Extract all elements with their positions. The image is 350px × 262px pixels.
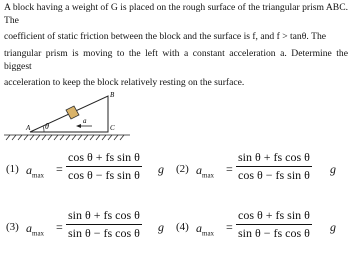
vertex-c-label: C bbox=[110, 124, 115, 132]
option-2-fraction bbox=[236, 150, 312, 183]
option-4-number: (4) bbox=[176, 221, 189, 233]
option-2-denominator: cos θ − fs sin θ bbox=[238, 168, 310, 182]
ground-hatch bbox=[4, 135, 130, 140]
option-4[interactable] bbox=[176, 208, 348, 248]
equals-sign: = bbox=[56, 162, 63, 176]
option-4-lhs: $a_{max}$ bbox=[196, 221, 215, 238]
option-4-fraction bbox=[236, 208, 312, 241]
option-1-number: (1) bbox=[6, 163, 19, 175]
option-3-number: (3) bbox=[6, 221, 19, 233]
problem-line-4: acceleration to keep the block relatively resting on the surface. bbox=[4, 77, 245, 89]
accel-label: a bbox=[83, 117, 87, 125]
problem-line-3: triangular prism is moving to the left with a constant acceleration a. Determine the biggest bbox=[4, 47, 348, 72]
option-2-lhs: $a_{max}$ bbox=[196, 163, 215, 180]
option-3[interactable] bbox=[6, 208, 176, 248]
equals-sign: = bbox=[226, 162, 233, 176]
option-1-g: g bbox=[158, 162, 164, 176]
vertex-a-label: A bbox=[26, 124, 31, 132]
option-2-number: (2) bbox=[176, 163, 189, 175]
prism-figure bbox=[0, 86, 150, 146]
option-3-denominator: sin θ − fs cos θ bbox=[68, 226, 140, 240]
option-3-g: g bbox=[158, 220, 164, 234]
option-3-numerator: sin θ + fs cos θ bbox=[68, 208, 140, 222]
vertex-b-label: B bbox=[110, 91, 115, 99]
option-4-g: g bbox=[330, 220, 336, 234]
option-3-fraction bbox=[66, 208, 142, 241]
option-1-fraction bbox=[66, 150, 142, 183]
problem-line-2: coefficient of static friction between the block and the surface is f, and f > tanθ. The bbox=[4, 31, 327, 43]
option-1-lhs: $a_{max}$ bbox=[26, 163, 45, 180]
option-2-g: g bbox=[330, 162, 336, 176]
option-2-numerator: sin θ + fs cos θ bbox=[238, 150, 310, 164]
equals-sign: = bbox=[226, 220, 233, 234]
equals-sign: = bbox=[56, 220, 63, 234]
theta-label: θ bbox=[45, 122, 49, 131]
option-2[interactable] bbox=[176, 150, 348, 190]
problem-statement bbox=[4, 1, 348, 92]
option-1[interactable] bbox=[6, 150, 176, 190]
option-1-denominator: cos θ − fs sin θ bbox=[68, 168, 140, 182]
option-3-lhs: $a_{max}$ bbox=[26, 221, 45, 238]
option-1-numerator: cos θ + fs sin θ bbox=[68, 150, 140, 164]
problem-line-1: A block having a weight of G is placed on the rough surface of the triangular prism ABC. The bbox=[4, 2, 348, 27]
option-4-denominator: sin θ − fs cos θ bbox=[238, 226, 310, 240]
option-4-numerator: cos θ + fs sin θ bbox=[238, 208, 310, 222]
